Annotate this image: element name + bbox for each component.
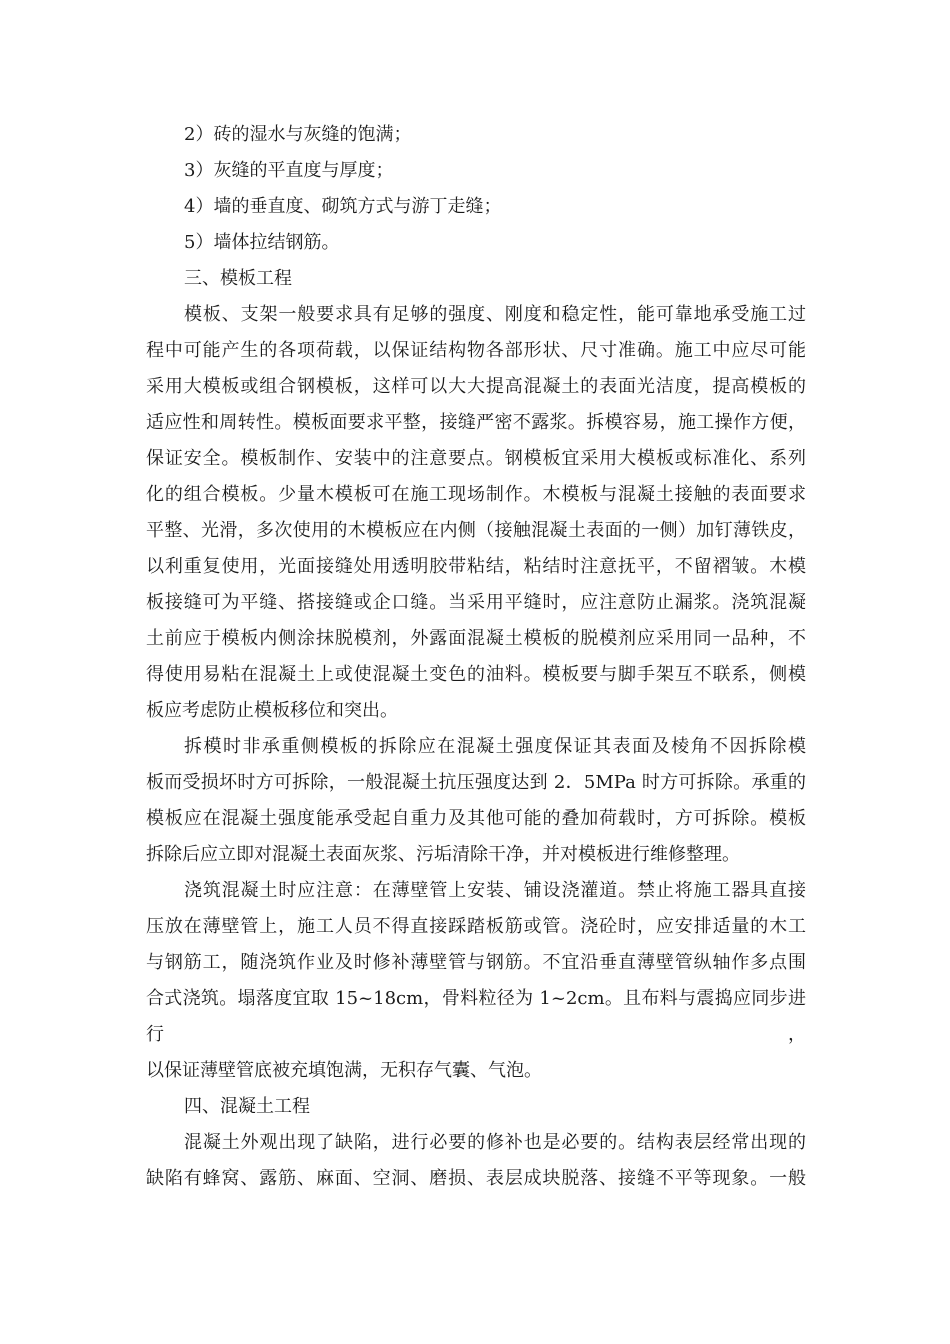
list-item: 5）墙体拉结钢筋。 <box>184 232 340 253</box>
text-line: 以保证薄壁管底被充填饱满，无积存气囊、气泡。 <box>146 1060 542 1081</box>
text-line: 缺陷有蜂窝、露筋、麻面、空洞、磨损、表层成块脱落、接缝不平等现象。一般 <box>146 1168 806 1189</box>
paragraph-pouring <box>146 873 806 1089</box>
text-line: 浇筑混凝土时应注意：在薄壁管上安装、铺设浇灌道。禁止将施工器具直接 <box>184 880 806 901</box>
text-line: 土前应于模板内侧涂抹脱模剂，外露面混凝土模板的脱模剂应采用同一品种，不 <box>146 628 806 649</box>
text-line: 板接缝可为平缝、搭接缝或企口缝。当采用平缝时，应注意防止漏浆。浇筑混凝 <box>146 592 806 613</box>
paragraph-form-removal <box>146 729 806 873</box>
text-line: 模板应在混凝土强度能承受起自重力及其他可能的叠加荷载时，方可拆除。模板 <box>146 808 806 829</box>
paragraph-concrete <box>146 1125 806 1197</box>
list-item: 2）砖的湿水与灰缝的饱满； <box>184 124 412 145</box>
text-line: 板而受损坏时方可拆除，一般混凝土抗压强度达到 2．5MPa 时方可拆除。承重的 <box>146 772 806 793</box>
text-line: 与钢筋工，随浇筑作业及时修补薄壁管与钢筋。不宜沿垂直薄壁管纵轴作多点围 <box>146 952 806 973</box>
text-line: 保证安全。模板制作、安装中的注意要点。钢模板宜采用大模板或标准化、系列 <box>146 448 806 469</box>
list-item: 4）墙的垂直度、砌筑方式与游丁走缝； <box>184 196 502 217</box>
text-line: 程中可能产生的各项荷载，以保证结构物各部形状、尺寸准确。施工中应尽可能 <box>146 340 806 361</box>
text-line: 得使用易粘在混凝土上或使混凝土变色的油料。模板要与脚手架互不联系，侧模 <box>146 664 806 685</box>
text-line: 模板、支架一般要求具有足够的强度、刚度和稳定性，能可靠地承受施工过 <box>184 304 806 325</box>
text-line: 化的组合模板。少量木模板可在施工现场制作。木模板与混凝土接触的表面要求 <box>146 484 806 505</box>
paragraph-formwork <box>146 297 806 729</box>
text-line: 平整、光滑，多次使用的木模板应在内侧（接触混凝土表面的一侧）加钉薄铁皮， <box>146 520 806 541</box>
text-line: 压放在薄壁管上，施工人员不得直接踩踏板筋或管。浇砼时，应安排适量的木工 <box>146 916 806 937</box>
text-line: 混凝土外观出现了缺陷，进行必要的修补也是必要的。结构表层经常出现的 <box>184 1132 806 1153</box>
document-page <box>146 117 806 1197</box>
text-line: 拆除后应立即对混凝土表面灰浆、污垢清除干净，并对模板进行维修整理。 <box>146 844 740 865</box>
text-line: 合式浇筑。塌落度宜取 15~18cm，骨料粒径为 1~2cm。且布料与震捣应同步进行， <box>146 988 806 1045</box>
text-line: 板应考虑防止模板移位和突出。 <box>146 700 398 721</box>
list-item: 3）灰缝的平直度与厚度； <box>184 160 394 181</box>
section-heading: 四、混凝土工程 <box>184 1096 310 1117</box>
text-line: 拆模时非承重侧模板的拆除应在混凝土强度保证其表面及棱角不因拆除模 <box>184 736 806 757</box>
text-line: 采用大模板或组合钢模板，这样可以大大提高混凝土的表面光洁度，提高模板的 <box>146 376 806 397</box>
section-heading: 三、模板工程 <box>184 268 292 289</box>
text-line: 以利重复使用，光面接缝处用透明胶带粘结，粘结时注意抚平，不留褶皱。木模 <box>146 556 806 577</box>
text-line: 适应性和周转性。模板面要求平整，接缝严密不露浆。拆模容易，施工操作方便， <box>146 412 806 433</box>
